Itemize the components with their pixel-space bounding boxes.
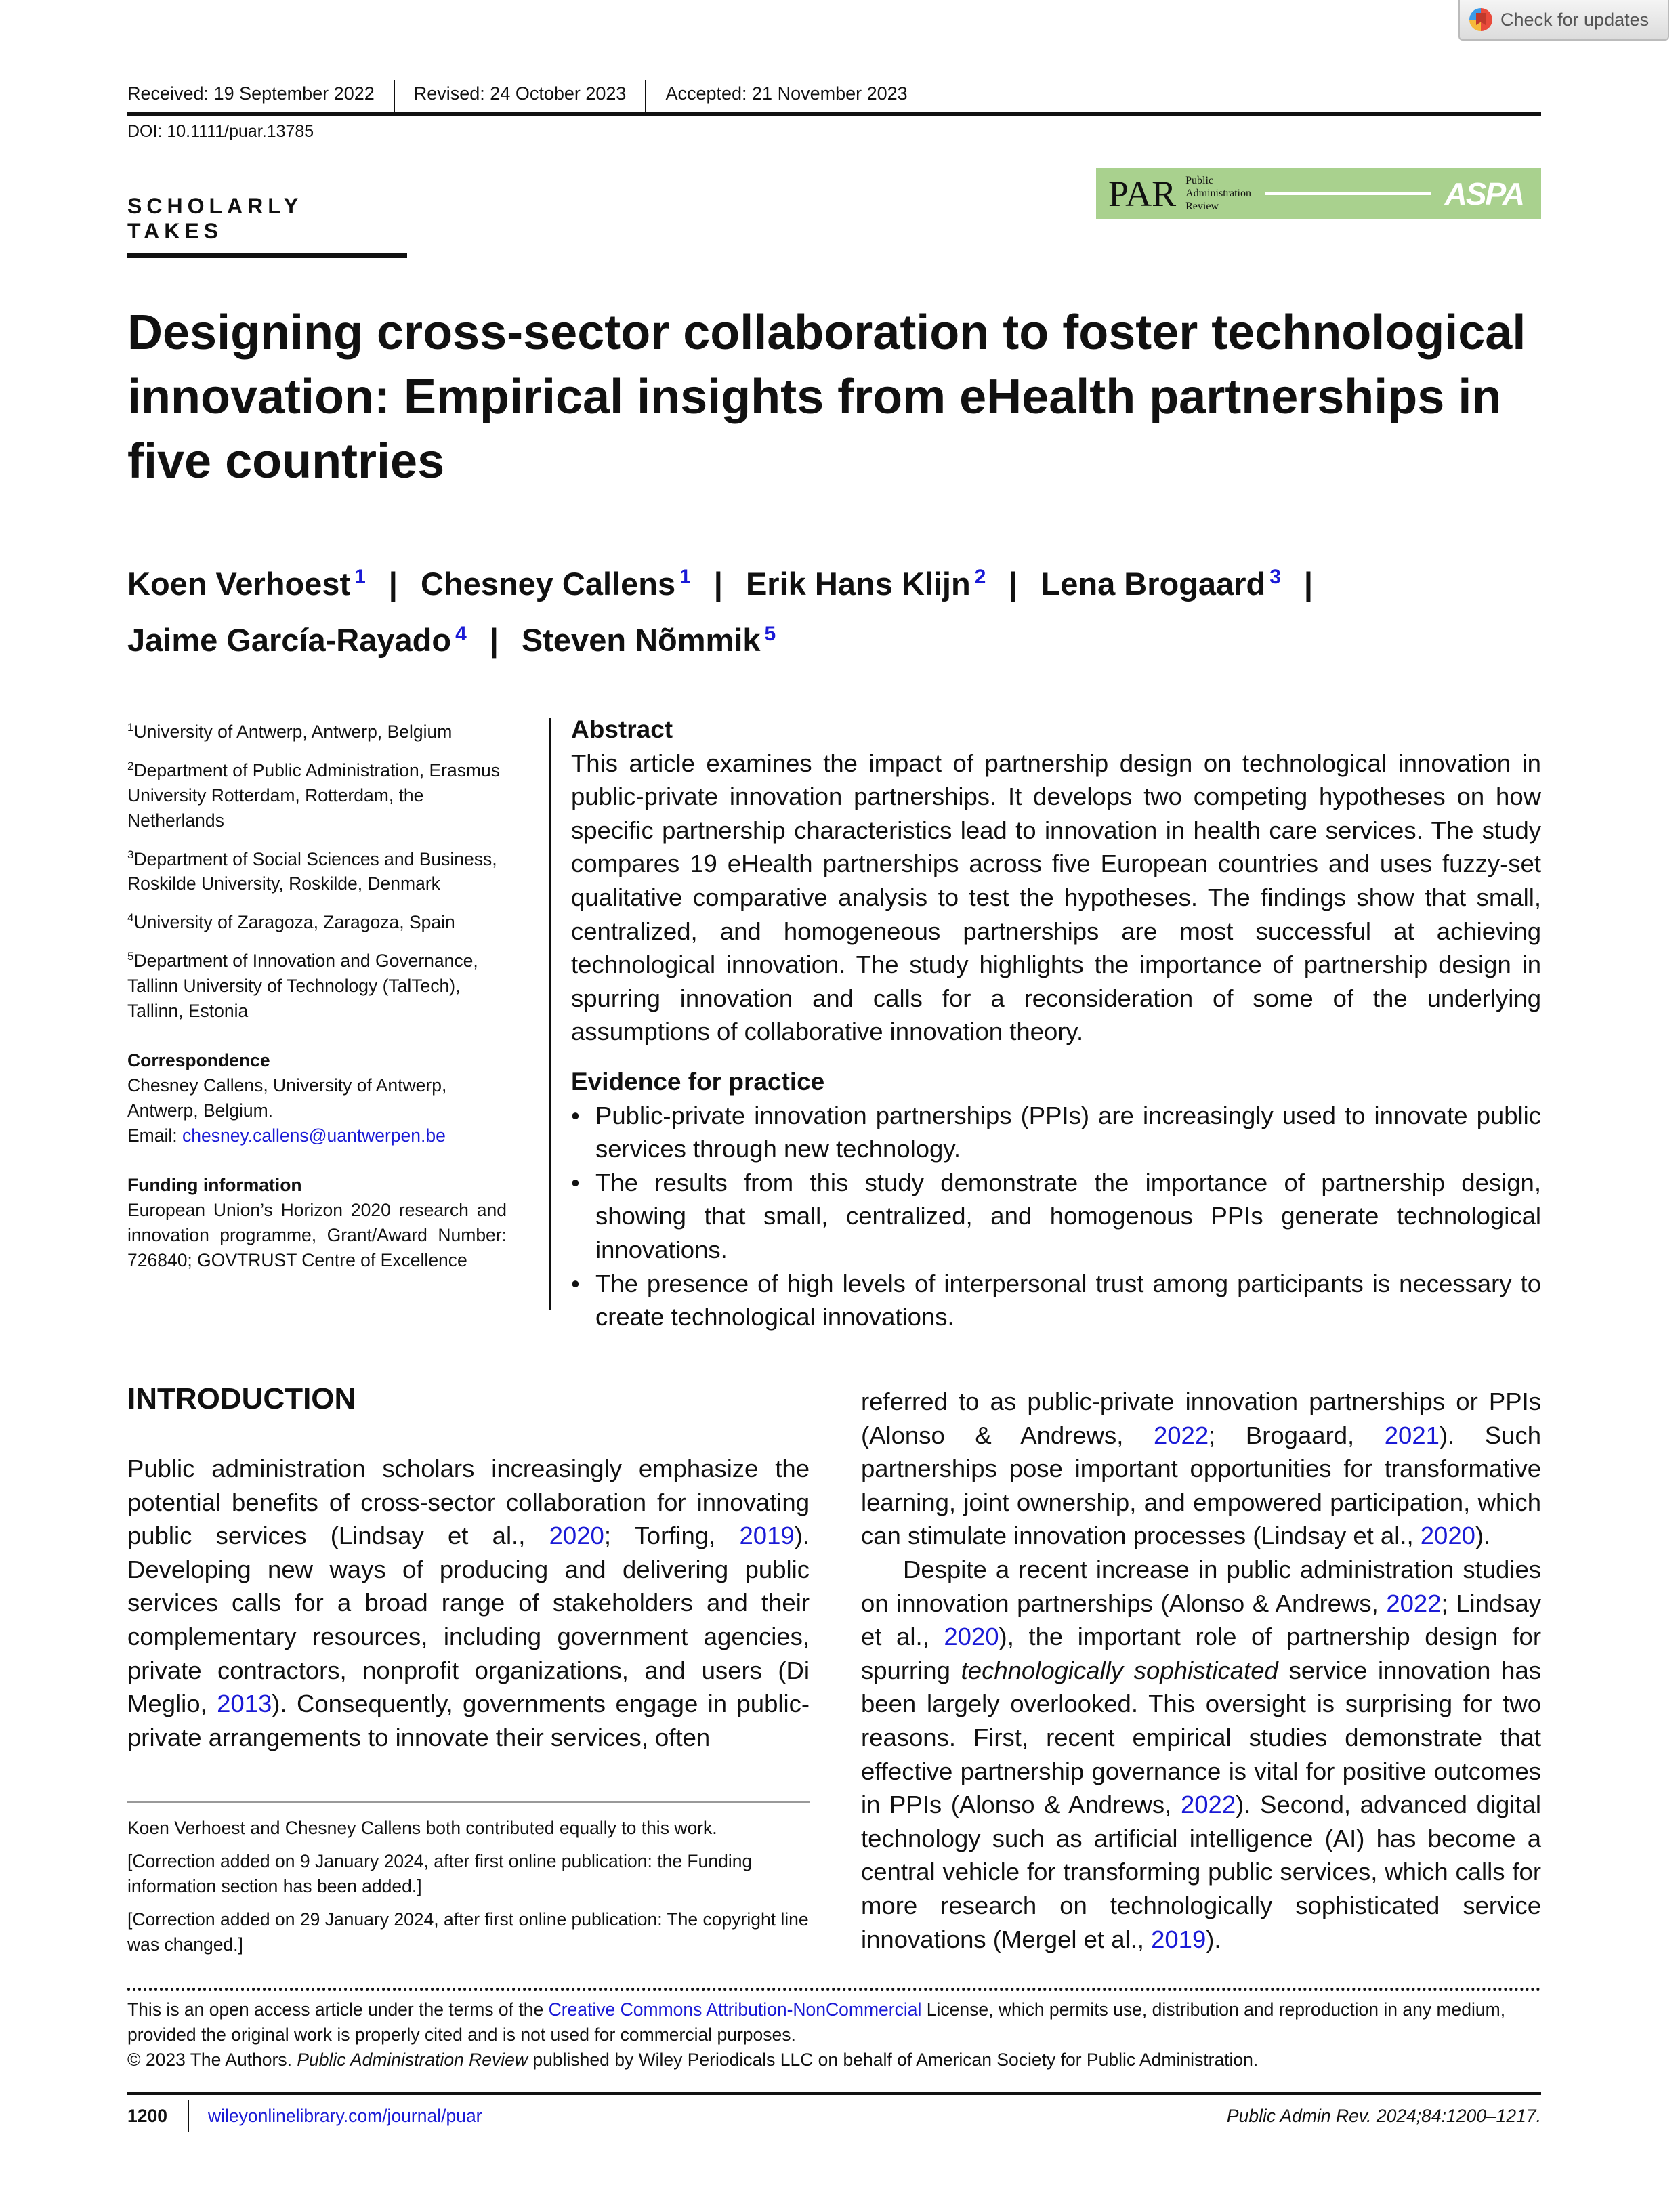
citation-link[interactable]: 2019	[1151, 1925, 1206, 1953]
author-list	[127, 552, 1584, 665]
emphasis: technologically sophisticated	[961, 1656, 1278, 1684]
section-label: SCHOLARLY TAKES	[127, 194, 407, 258]
affiliation-number: 5	[127, 950, 134, 963]
author-name: Koen Verhoest	[127, 565, 351, 602]
abstract-heading: Abstract	[571, 715, 673, 743]
logo-sub-2: Administration	[1185, 188, 1251, 199]
affiliation-text: University of Antwerp, Antwerp, Belgium	[133, 721, 453, 742]
copyright-pre: © 2023 The Authors.	[127, 2049, 297, 2070]
journal-name: Public Administration Review	[297, 2049, 528, 2070]
logo-par: PAR	[1108, 173, 1177, 214]
accepted-date: Accepted: 21 November 2023	[645, 80, 926, 112]
footer-rule	[127, 2092, 1541, 2095]
affiliation-number: 2	[127, 759, 134, 772]
affiliation-text: Department of Social Sciences and Business, Roskilde University, Roskilde, Denmark	[127, 848, 497, 894]
affiliation	[127, 905, 507, 935]
author-separator: |	[489, 622, 499, 659]
doi: DOI: 10.1111/puar.13785	[127, 122, 314, 141]
check-for-updates-label: Check for updates	[1500, 9, 1650, 30]
citation-link[interactable]: 2013	[217, 1690, 272, 1718]
text: ; Brogaard,	[1209, 1421, 1385, 1449]
license-post: License, which permits use, distribution and reproduction in any medium, provided the original work is properly cited and is not used for commercial purposes.	[127, 1999, 1506, 2045]
affiliation-text: Department of Innovation and Governance, Tallinn University of Technology (TalTech), Tallinn, Estonia	[127, 951, 478, 1022]
logo-sub-3: Review	[1185, 201, 1219, 212]
affiliation	[127, 842, 507, 897]
check-for-updates-button[interactable]	[1458, 0, 1669, 41]
author-separator: |	[388, 565, 398, 602]
footnotes	[127, 1816, 810, 1965]
author-affiliation-marker[interactable]: 4	[455, 622, 467, 645]
author[interactable]	[421, 566, 691, 602]
author-separator: |	[1303, 565, 1314, 602]
affiliation-number: 1	[127, 721, 134, 734]
text: ; Lindsay et al.,	[861, 1589, 1541, 1651]
footnote-rule	[127, 1801, 810, 1803]
author-affiliation-marker[interactable]: 1	[354, 566, 366, 588]
author-affiliation-marker[interactable]: 3	[1269, 566, 1281, 588]
correspondence-text: Chesney Callens, University of Antwerp, Antwerp, Belgium.	[127, 1075, 447, 1121]
crossmark-icon	[1469, 8, 1492, 31]
abstract-text: This article examines the impact of partnership design on technological innovation in public-private innovation partnerships. It develops two competing hypotheses on how specific partnership characteristics lead to innovation in health care services. The study compares 19 eHealth partnerships across five European countries and uses fuzzy-set qualitative comparative analysis to test the hypotheses. The findings show that small, centralized, and homogeneous partnerships are most successful at achieving technological innovation. The study highlights the importance of partnership design in spurring innovation and calls for a reconsideration of some of the underlying assumptions of collaborative innovation theory.	[571, 749, 1541, 1046]
license-notice	[127, 1997, 1541, 2072]
text: Despite a recent increase in public administration studies on innovation partnerships (Alonso & Andrews,	[861, 1555, 1541, 1617]
author-separator: |	[1009, 565, 1018, 602]
affiliation-text: University of Zaragoza, Zaragoza, Spain	[133, 912, 455, 933]
correspondence-heading: Correspondence	[127, 1050, 270, 1071]
page-number: 1200	[127, 2100, 189, 2132]
citation-link[interactable]: 2020	[944, 1623, 999, 1651]
citation-link[interactable]: 2022	[1180, 1791, 1236, 1819]
citation-link[interactable]: 2020	[549, 1522, 604, 1550]
affiliation-number: 3	[127, 848, 134, 861]
text: ; Torfing,	[604, 1522, 740, 1550]
affiliations-sidebar	[127, 715, 507, 1273]
introduction-right-column	[861, 1385, 1541, 1956]
funding	[127, 1173, 507, 1273]
text: ). Such partnerships pose important opportunities for transformative learning, joint ownership, and empowered participation, which can stimulate innovation processes (Lindsay et al.,	[861, 1421, 1541, 1550]
text: ). Developing new ways of producing and delivering public services calls for a broad range of stakeholders and their complementary resources, including government agencies, private contractors, nonprofit organizations, and users (Di Meglio,	[127, 1522, 810, 1718]
author-name: Erik Hans Klijn	[745, 565, 971, 602]
paragraph	[861, 1385, 1541, 1553]
column-divider	[549, 718, 551, 1310]
author-affiliation-marker[interactable]: 2	[974, 566, 986, 588]
introduction-left-column	[127, 1452, 810, 1754]
author[interactable]	[746, 566, 986, 602]
text: ). Second, advanced digital technology such as artificial intelligence (AI) has become a central vehicle for transforming public services, which calls for more research on technologically sophisticated service innovations (Mergel et al.,	[861, 1791, 1541, 1953]
correspondence	[127, 1048, 507, 1148]
citation-link[interactable]: 2022	[1153, 1421, 1209, 1449]
footnote: [Correction added on 9 January 2024, after first online publication: the Funding information section has been added.]	[127, 1851, 753, 1896]
copyright-text	[127, 2047, 1541, 2072]
author[interactable]	[127, 622, 467, 658]
author-affiliation-marker[interactable]: 1	[679, 566, 691, 588]
author[interactable]	[522, 622, 776, 658]
evidence-item: • The presence of high levels of interpersonal trust among participants is necessary to create technological innovations.	[571, 1267, 1541, 1334]
logo-aspa: ASPA	[1444, 175, 1524, 211]
author-name: Steven Nõmmik	[521, 622, 761, 659]
text: ). Consequently, governments engage in public-private arrangements to innovate their services, often	[127, 1690, 810, 1751]
affiliation-text: Department of Public Administration, Erasmus University Rotterdam, Rotterdam, the Netherlands	[127, 759, 501, 831]
author[interactable]	[127, 566, 366, 602]
author-separator: |	[713, 565, 723, 602]
footnote: [Correction added on 29 January 2024, after first online publication: The copyright line was changed.]	[127, 1909, 809, 1955]
paragraph	[127, 1452, 810, 1754]
author-name: Lena Brogaard	[1041, 565, 1266, 602]
affiliation	[127, 944, 507, 1024]
email-label: Email:	[127, 1125, 182, 1146]
page-footer	[127, 2099, 1541, 2133]
evidence-list	[571, 1099, 1541, 1334]
funding-text: European Union’s Horizon 2020 research and innovation programme, Grant/Award Number: 726840; GOVTRUST Centre of Excellence	[127, 1200, 507, 1271]
abstract-section	[571, 713, 1541, 1334]
evidence-heading: Evidence for practice	[571, 1067, 825, 1096]
text: ).	[1206, 1925, 1221, 1953]
article-title: Designing cross-sector collaboration to foster technological innovation: Empirical insights from eHealth partnerships in five countries	[127, 306, 1526, 488]
citation-link[interactable]: 2022	[1386, 1589, 1442, 1617]
correspondence-email-line	[127, 1123, 507, 1148]
author-name: Chesney Callens	[420, 565, 676, 602]
paragraph	[861, 1553, 1541, 1956]
text: ), the important role of partnership design for spurring	[861, 1623, 1542, 1684]
introduction-heading: INTRODUCTION	[127, 1382, 356, 1415]
author-name: Jaime García-Rayado	[127, 622, 452, 659]
logo-divider	[1265, 192, 1431, 195]
affiliation-number: 4	[127, 911, 134, 925]
text: ).	[1475, 1522, 1491, 1550]
license-text	[127, 1997, 1541, 2047]
funding-heading: Funding information	[127, 1175, 302, 1196]
author-affiliation-marker[interactable]: 5	[764, 622, 776, 645]
logo-subtitle	[1185, 174, 1251, 213]
affiliation	[127, 715, 507, 745]
citation-link[interactable]: 2019	[739, 1522, 795, 1550]
citation: Public Admin Rev. 2024;84:1200–1217.	[1226, 2105, 1541, 2126]
affiliation-list	[127, 715, 507, 1024]
received-date: Received: 19 September 2022	[127, 83, 375, 104]
par-aspa-logo	[1096, 168, 1541, 219]
citation-link[interactable]: 2020	[1420, 1522, 1475, 1550]
revised-date: Revised: 24 October 2023	[394, 80, 646, 112]
citation-link[interactable]: 2021	[1384, 1421, 1440, 1449]
author[interactable]	[1041, 566, 1281, 602]
journal-url-link[interactable]: wileyonlinelibrary.com/journal/puar	[207, 2105, 482, 2126]
affiliation	[127, 753, 507, 833]
copyright-post: published by Wiley Periodicals LLC on behalf of American Society for Public Administration.	[528, 2049, 1259, 2070]
article-dates	[127, 80, 1541, 116]
logo-sub-1: Public	[1185, 175, 1213, 186]
text: referred to as public-private innovation partnerships or PPIs (Alonso & Andrews,	[861, 1388, 1541, 1449]
license-pre: This is an open access article under the terms of the	[127, 1999, 549, 2020]
evidence-item: • Public-private innovation partnerships (PPIs) are increasingly used to innovate public services through new technology.	[571, 1099, 1541, 1166]
license-divider	[127, 1988, 1541, 1991]
cc-license-link[interactable]: Creative Commons Attribution-NonCommercial	[548, 1999, 922, 2020]
text: Public administration scholars increasingly emphasize the potential benefits of cross-sector collaboration for innovating public services (Lindsay et al.,	[127, 1455, 810, 1550]
footnote: Koen Verhoest and Chesney Callens both contributed equally to this work.	[127, 1818, 717, 1838]
email-link[interactable]: chesney.callens@uantwerpen.be	[182, 1125, 446, 1146]
text: service innovation has been largely overlooked. This oversight is surprising for two reasons. First, recent empirical studies demonstrate that effective partnership governance is vital for positive outcomes in PPIs (Alonso & Andrews,	[861, 1656, 1541, 1819]
evidence-item: • The results from this study demonstrate the importance of partnership design, showing that small, centralized, and homogenous PPIs generate technological innovations.	[571, 1166, 1541, 1267]
